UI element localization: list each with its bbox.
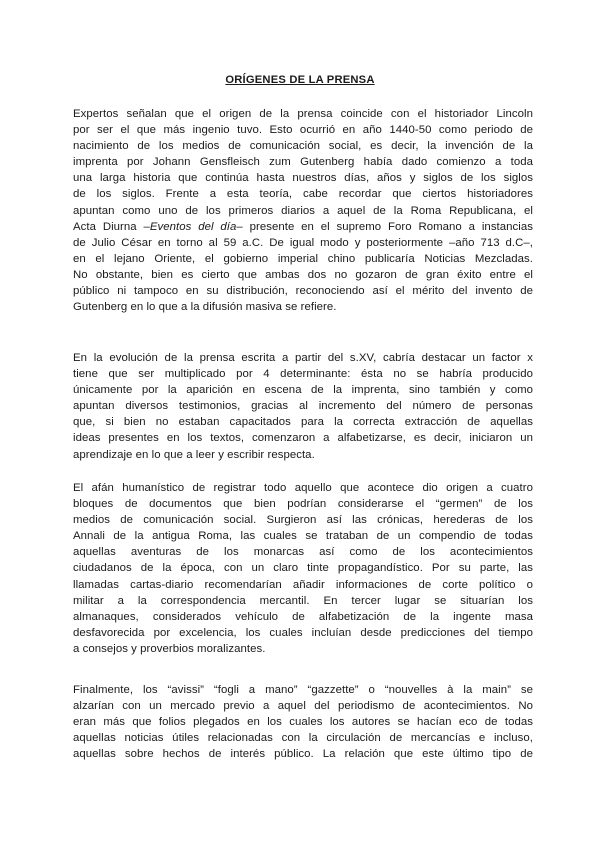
text-line: una larga historia que continúa hasta nuestros días, años y siglos de los siglos bbox=[73, 172, 533, 185]
text-line: tiene que ser multiplicado por 4 determinante: ésta no se habría producido bbox=[73, 368, 533, 381]
italic-text-run: Eventos del día bbox=[149, 220, 237, 233]
text-line bbox=[73, 219, 533, 235]
text-line: a consejos y proverbios moralizantes. bbox=[73, 642, 266, 655]
text-line: de Julio César en torno al 59 a.C. De igual modo y posteriormente –año 713 d.C–, bbox=[73, 236, 533, 249]
text-line: de los siglos. Frente a esta teoría, cabe recordar que ciertos historiadores bbox=[73, 188, 533, 201]
text-line: llamadas cartas-diario recomendarían añadir informaciones de corte político o bbox=[73, 578, 533, 591]
text-line: aquellas noticias útiles relacionadas con la circulación de mercancías e incluso, bbox=[73, 732, 533, 745]
text-line: militar a la correspondencia mercantil. En tercer lugar se situarían los bbox=[73, 594, 533, 607]
paragraph-4 bbox=[73, 682, 533, 762]
text-line: en el lejano Oriente, el gobierno imperial chino publicaría Noticias Mezcladas. bbox=[73, 252, 533, 265]
text-line: que, si bien no estaban capacitados para la correcta extracción de aquellas bbox=[73, 416, 533, 429]
paragraph-3 bbox=[73, 480, 533, 657]
text-line: nacimiento de los medios de comunicación social, es decir, la invención de la bbox=[73, 140, 533, 153]
text-line: público ni tampoco en su distribución, reconociendo así el mérito del invento de bbox=[73, 285, 533, 298]
text-line: Finalmente, los “avissi” “fogli a mano” “gazzette” o “nouvelles à la main” se bbox=[73, 684, 533, 696]
text-line: únicamente por la aparición en escena de la imprenta, sino también y como bbox=[73, 384, 533, 397]
text-line: Annali de la antigua Roma, las cuales se trataban de un compendio de todas bbox=[73, 530, 533, 543]
text-line: ideas presentes en los textos, comenzaron a alfabetizarse, es decir, iniciaron un bbox=[73, 432, 533, 445]
text-line: Gutenberg en lo que a la difusión masiva se refiere. bbox=[73, 301, 337, 314]
paragraph-2 bbox=[73, 350, 533, 463]
page-title: ORÍGENES DE LA PRENSA bbox=[225, 74, 375, 86]
text-line: desfavorecida por excelencia, los cuales incluían desde predicciones del tiempo bbox=[73, 626, 533, 639]
text-line: eran más que folios plegados en los cuales los autores se hacían eco de todas bbox=[73, 716, 533, 729]
text-line: aprendizaje en lo que a leer y escribir respecta. bbox=[73, 448, 315, 461]
text-line: alzarían con un mercado previo a aquel del periodismo de acontecimientos. No bbox=[73, 700, 533, 713]
text-line: En la evolución de la prensa escrita a partir del s.XV, cabría destacar un factor x bbox=[73, 352, 533, 364]
paragraph-1 bbox=[73, 106, 533, 315]
text-line: apuntan como uno de los primeros diarios a aquel de la Roma Republicana, el bbox=[73, 204, 533, 217]
text-line: medios de comunicación social. Surgieron así las crónicas, herederas de los bbox=[73, 514, 533, 527]
text-line: El afán humanístico de registrar todo aquello que acontece dio origen a cuatro bbox=[73, 482, 533, 494]
text-line: aquellas aventuras de los monarcas así como de los acontecimientos bbox=[73, 546, 533, 559]
text-line: apuntan diversos testimonios, gracias al incremento del número de personas bbox=[73, 400, 533, 413]
text-line: Expertos señalan que el origen de la prensa coincide con el historiador Lincoln bbox=[73, 108, 533, 120]
text-line: imprenta por Johann Gensfleisch zum Gutenberg había dado comienzo a toda bbox=[73, 156, 533, 169]
text-run: – presente en el supremo Foro Romano a instancias bbox=[236, 220, 533, 233]
text-line: No obstante, bien es cierto que ambas dos no gozaron de gran éxito entre el bbox=[73, 268, 533, 281]
text-line: bloques de documentos que bien podrían considerarse el “germen” de los bbox=[73, 498, 533, 511]
text-line: ciudadanos de la época, con un claro tinte propagandístico. Por su parte, las bbox=[73, 562, 533, 575]
text-run: Acta Diurna – bbox=[73, 220, 150, 233]
text-line: por ser el que más ingenio tuvo. Esto ocurrió en año 1440-50 como periodo de bbox=[73, 124, 533, 137]
text-line: aquellas sobre hechos de interés público. La relación que este último tipo de bbox=[73, 748, 533, 761]
text-line: almanaques, considerados vehículo de alfabetización de la ingente masa bbox=[73, 610, 533, 623]
